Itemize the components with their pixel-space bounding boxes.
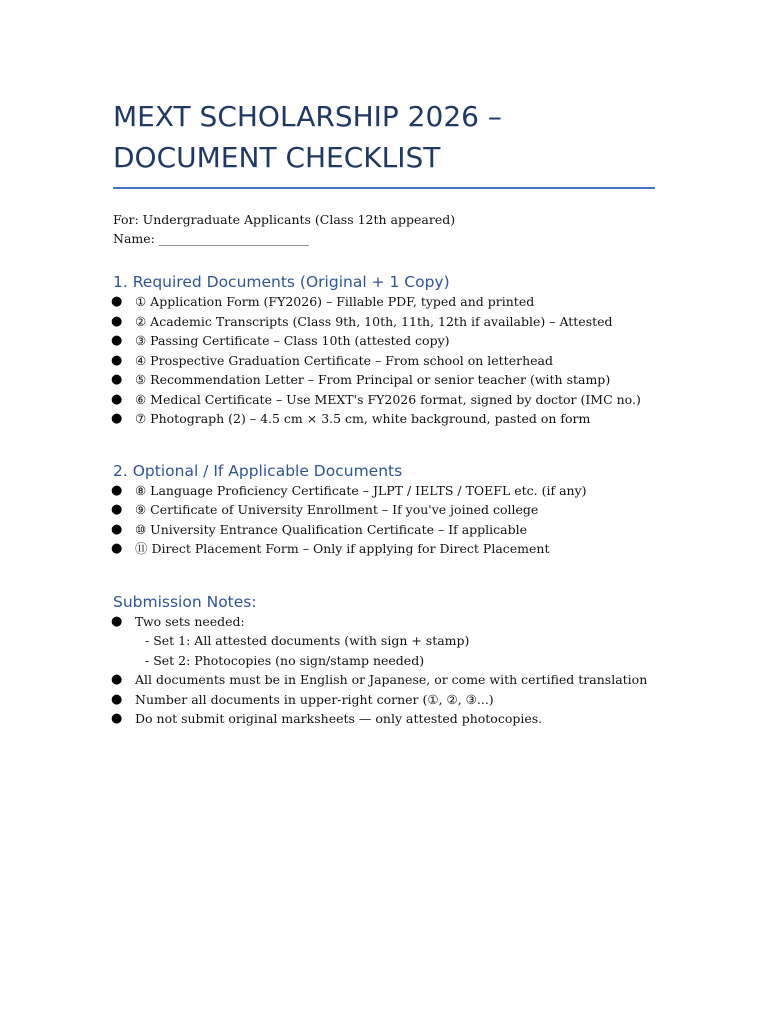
two-sets-text: Two sets needed: [135, 613, 245, 629]
optional-documents-list [113, 481, 655, 559]
bullet-icon: ● [111, 691, 123, 707]
bullet-icon: ● [111, 541, 123, 556]
bullet-icon: ● [111, 411, 123, 426]
set-2-text: - Set 2: Photocopies (no sign/stamp needed) [145, 652, 425, 668]
list-item: ● ② Academic Transcripts (Class 9th, 10th, 11th, 12th if available) – Attested [113, 312, 655, 332]
list-item: ● All documents must be in English or Japanese, or come with certified translation [113, 670, 655, 690]
bullet-icon: ● [111, 672, 123, 687]
bullet-icon: ● [111, 711, 123, 726]
list-item: ● Number all documents in upper-right corner (①, ②, ③...) [113, 690, 655, 710]
bullet-icon: ● [111, 313, 123, 329]
bullet-icon: ● [111, 333, 123, 348]
list-item: ● Do not submit original marksheets — only attested photocopies. [113, 709, 655, 729]
list-item: ● ⑤ Recommendation Letter – From Principal or senior teacher (with stamp) [113, 370, 655, 390]
required-documents-heading: 1. Required Documents (Original + 1 Copy) [113, 273, 450, 291]
applicant-info [113, 210, 655, 248]
list-item: ● ⑪ Direct Placement Form – Only if applying for Direct Placement [113, 539, 655, 559]
required-documents-list [113, 292, 655, 429]
list-item: ● ⑧ Language Proficiency Certificate – JLPT / IELTS / TOEFL etc. (if any) [113, 481, 655, 501]
for-line: For: Undergraduate Applicants (Class 12th appeared) [113, 212, 456, 227]
list-item: ● ⑩ University Entrance Qualification Certificate – If applicable [113, 520, 655, 540]
list-item: ● ③ Passing Certificate – Class 10th (attested copy) [113, 331, 655, 351]
optional-documents-heading: 2. Optional / If Applicable Documents [113, 461, 403, 480]
bullet-icon: ● [111, 372, 123, 387]
list-item: ● ⑨ Certificate of University Enrollment – If you've joined college [113, 500, 655, 520]
submission-notes-list [113, 612, 655, 729]
bullet-icon: ● [111, 502, 123, 517]
list-item: ● ④ Prospective Graduation Certificate – From school on letterhead [113, 351, 655, 371]
submission-notes-heading: Submission Notes: [113, 592, 257, 611]
bullet-icon: ● [111, 613, 123, 629]
bullet-icon: ● [111, 294, 123, 309]
list-item: ● ⑦ Photograph (2) – 4.5 cm × 3.5 cm, white background, pasted on form [113, 409, 655, 429]
bullet-icon: ● [111, 521, 123, 537]
bullet-icon: ● [111, 391, 123, 407]
title-divider [113, 187, 655, 189]
set-1-text: - Set 1: All attested documents (with sign + stamp) [145, 633, 470, 648]
page-title: MEXT SCHOLARSHIP 2026 – DOCUMENT CHECKLIST [113, 100, 502, 174]
list-item: ● ⑥ Medical Certificate – Use MEXT's FY2026 format, signed by doctor (IMC no.) [113, 390, 655, 410]
bullet-icon: ● [111, 352, 123, 368]
list-item: ● ① Application Form (FY2026) – Fillable PDF, typed and printed [113, 292, 655, 312]
list-item [113, 612, 655, 671]
name-line: Name: ________________________ [113, 231, 309, 246]
bullet-icon: ● [111, 482, 123, 498]
